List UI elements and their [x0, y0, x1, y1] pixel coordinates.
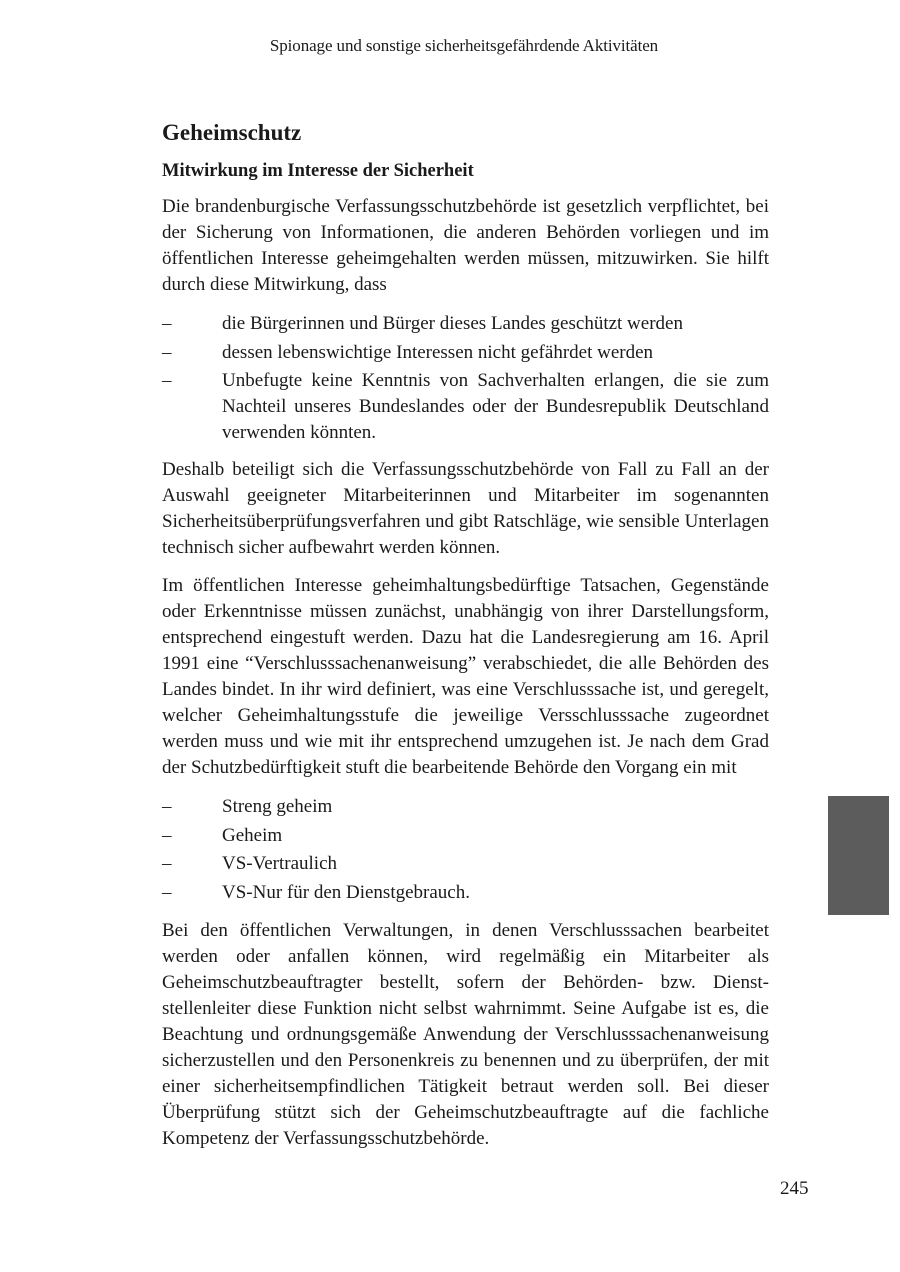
paragraph-involvement: Deshalb beteiligt sich die Verfassungsschutzbehörde von Fall zu Fall an der Auswahl geeigneter Mitarbeiterinnen und Mitarbeiter im sogenannten Sicherheitsüberprüfungsverfahren und gibt Ratschläge, wie sensible Unterlagen technisch sicher aufbewahrt werden können. — [162, 459, 769, 558]
running-header: Spionage und sonstige sicherheitsgefährdende Aktivitäten — [269, 36, 659, 55]
dash-bullet: – — [162, 796, 172, 817]
dash-bullet: – — [162, 853, 172, 874]
list-item-text: die Bürgerinnen und Bürger dieses Landes geschützt werden — [222, 313, 683, 334]
list-item — [162, 310, 769, 339]
list-item-text: Geheim — [222, 824, 283, 846]
protection-goals-list — [162, 310, 769, 446]
paragraph-intro: Die brandenburgische Verfassungsschutzbehörde ist gesetzlich verpflichtet, bei der Sicherung von Informationen, die anderen Behörden vorliegen und im öffentlichen Interesse geheimgehalten werden müssen, mitzuwirken. Sie hilft durch diese Mitwirkung, dass — [162, 196, 769, 295]
dash-bullet: – — [162, 881, 172, 903]
classification-levels-list — [162, 793, 769, 907]
list-item — [162, 879, 769, 908]
dash-bullet: – — [162, 824, 172, 846]
list-item — [162, 850, 769, 879]
paragraph-security-officer: Bei den öffentlichen Verwaltungen, in denen Verschlusssachen bearbeitet werden oder anfallen können, wird regelmäßig ein Mitarbeiter als Geheimschutzbeauftragter bestellt, sofern der Behörden- bzw. Dienststellenleiter diese Funktion nicht selbst wahrnimmt. Seine Aufgabe ist es, die Beachtung und ordnungsgemäße Anwendung der Verschlusssachenanweisung sicherzustellen und den Personenkreis zu benennen und zu überprüfen, der mit einer sicherheitsempfindlichen Tätigkeit betraut werden soll. Bei dieser Überprüfung stützt sich der Geheimschutzbeauftragte auf die fachliche Kompetenz der Verfassungsschutzbehörde. — [162, 920, 769, 1149]
list-item — [162, 339, 769, 368]
page-number: 245 — [780, 1178, 809, 1199]
list-item-text: dessen lebenswichtige Interessen nicht gefährdet werden — [222, 341, 654, 363]
list-item — [162, 793, 769, 822]
dash-bullet: – — [162, 370, 172, 391]
section-subtitle: Mitwirkung im Interesse der Sicherheit — [162, 161, 474, 181]
list-item — [162, 368, 769, 446]
list-item — [162, 822, 769, 851]
chapter-thumb-tab — [828, 796, 889, 915]
dash-bullet: – — [162, 313, 172, 334]
paragraph-classification: Im öffentlichen Interesse geheimhaltungsbedürftige Tatsachen, Gegenstände oder Erkenntnisse müssen zunächst, unabhängig von ihrer Darstellungsform, entsprechend eingestuft werden. Dazu hat die Landesregierung am 16. April 1991 eine “Verschlusssachenanweisung” verabschiedet, die alle Behörden des Landes bindet. In ihr wird definiert, was eine Verschlusssache ist, und geregelt, welcher Geheimhaltungsstufe die jeweilige Versschlusssache zugeordnet werden muss und wie mit ihr entsprechend umzugehen ist. Je nach dem Grad der Schutzbedürftigkeit stuft die bearbeitende Behörde den Vorgang ein mit — [162, 575, 769, 778]
page-content — [162, 118, 769, 1164]
list-item-text: VS-Vertraulich — [222, 853, 338, 874]
list-item-text: Unbefugte keine Kenntnis von Sachverhalten erlangen, die sie zum Nachteil unseres Bundeslandes oder der Bundesrepublik Deutschland verwenden könnten. — [222, 370, 769, 443]
list-item-text: VS-Nur für den Dienstgebrauch. — [222, 881, 470, 903]
section-title: Geheimschutz — [162, 120, 302, 145]
list-item-text: Streng geheim — [222, 796, 333, 817]
dash-bullet: – — [162, 341, 172, 363]
